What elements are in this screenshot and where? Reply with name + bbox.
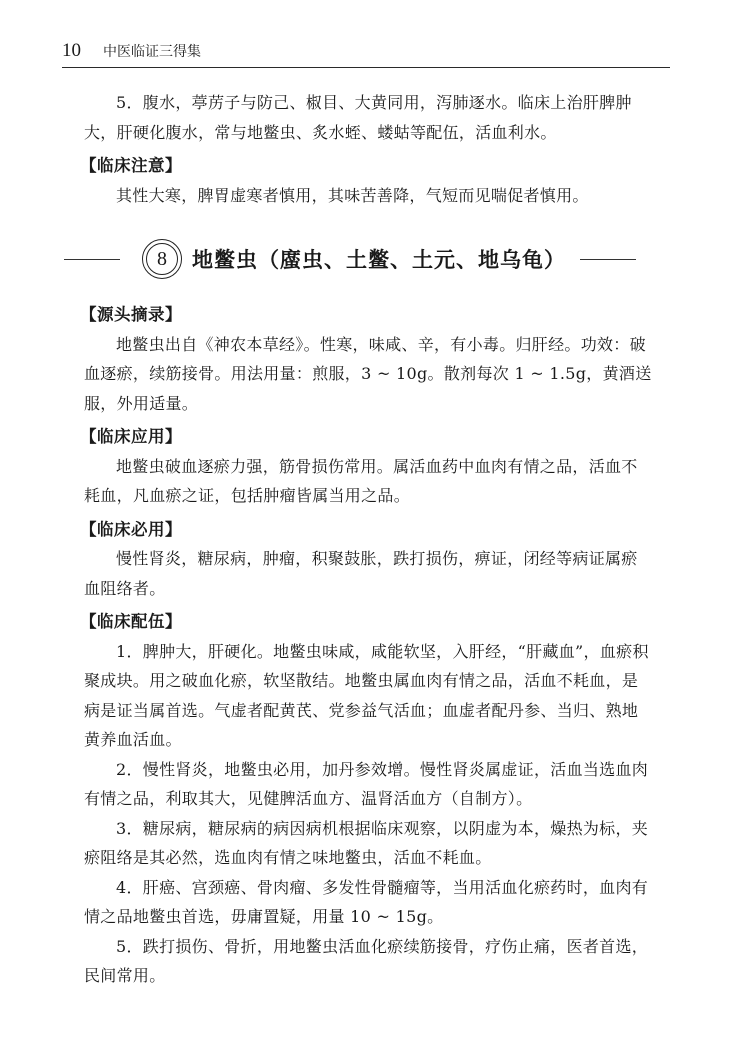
compatibility-item: 5．跌打损伤、骨折，用地鳖虫活血化瘀续筋接骨，疗伤止痛，医者首选，民间常用。	[84, 936, 649, 985]
must-use-text: 慢性肾炎，糖尿病，肿瘤，积聚鼓胀，跌打损伤，痹证，闭经等病证属瘀血阻络者。	[84, 549, 638, 598]
heading-left-rule	[64, 259, 120, 260]
entry-number: 8	[157, 247, 167, 270]
intro-item-5: 5．腹水，葶苈子与防己、椒目、大黄同用，泻肺逐水。临床上治肝脾肿大，肝硬化腹水，常与地鳖虫、炙水蛭、蝼蛄等配伍，活血利水。	[84, 93, 632, 142]
source-text: 地鳖虫出自《神农本草经》。性寒，味咸、辛，有小毒。归肝经。功效：破血逐瘀，续筋接骨。用法用量：煎服，3 ~ 10g。散剂每次 1 ~ 1.5g，黄酒送服，外用适量。	[84, 334, 652, 413]
compatibility-label: 【临床配伍】	[80, 612, 182, 631]
entry-title: 地鳖虫（䗪虫、土鳖、土元、地乌龟）	[192, 248, 566, 272]
application-text: 地鳖虫破血逐瘀力强，筋骨损伤常用。属活血药中血肉有情之品，活血不耗血，凡血瘀之证，包括肿瘤皆属当用之品。	[84, 456, 638, 505]
running-head	[62, 40, 201, 64]
heading-right-rule	[580, 259, 636, 260]
page-number: 10	[62, 40, 81, 61]
book-title: 中医临证三得集	[103, 43, 201, 59]
compatibility-item: 3．糖尿病，糖尿病的病因病机根据临床观察，以阴虚为本，燥热为标，夹瘀阻络是其必然，选血肉有情之味地鳖虫，活血不耗血。	[84, 818, 649, 867]
entry-heading	[64, 236, 668, 282]
clinical-notes-label: 【临床注意】	[80, 156, 182, 175]
page-body	[80, 88, 652, 991]
application-label: 【临床应用】	[80, 427, 182, 446]
clinical-notes-text: 其性大寒，脾胃虚寒者慎用，其味苦善降，气短而见喘促者慎用。	[116, 185, 589, 205]
compatibility-item: 1．脾肿大，肝硬化。地鳖虫味咸，咸能软坚，入肝经，“肝藏血”，血瘀积聚成块。用之破血化瘀，软坚散结。地鳖虫属血肉有情之品，活血不耗血，是病是证当属首选。气虚者配黄芪、党参益气活血；血虚者配丹参、当归、熟地黄养血活血。	[84, 641, 649, 749]
must-use-label: 【临床必用】	[80, 519, 182, 539]
entry-number-badge	[142, 239, 182, 279]
source-label: 【源头摘录】	[80, 305, 182, 324]
compatibility-item: 2．慢性肾炎，地鳖虫必用，加丹参效增。慢性肾炎属虚证，活血当选血肉有情之品，利取其大，见健脾活血方、温肾活血方（自制方）。	[84, 759, 649, 808]
compatibility-item: 4．肝癌、宫颈癌、骨肉瘤、多发性骨髓瘤等，当用活血化瘀药时，血肉有情之品地鳖虫首选，毋庸置疑，用量 10 ~ 15g。	[84, 877, 649, 926]
header-rule	[62, 67, 670, 68]
